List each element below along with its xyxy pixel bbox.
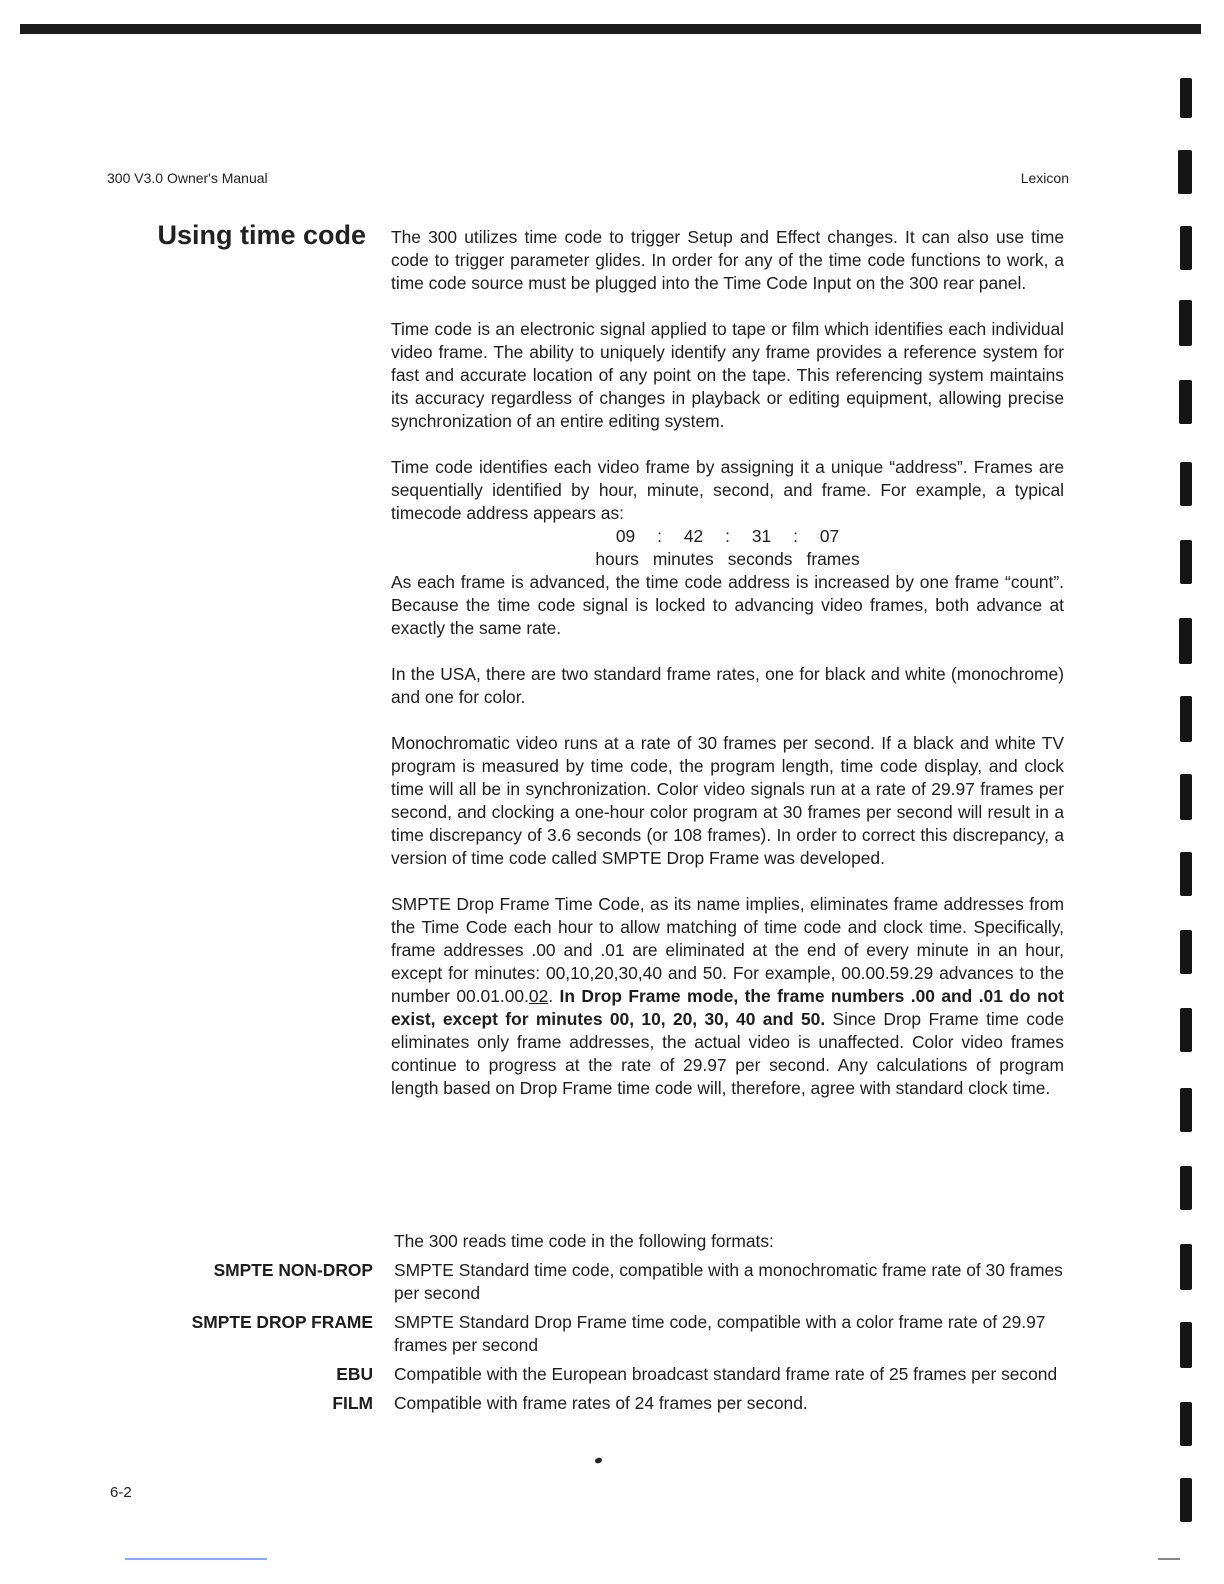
paragraph-intro: The 300 utilizes time code to trigger Setup and Effect changes. It can also use time code to trigger parameter glides. In order for any of the time code functions to work, a time code source must be plugged into the Time Code Input on the 300 rear panel. (391, 227, 1064, 293)
edge-mark (1180, 696, 1192, 742)
paragraph-drop-frame (391, 893, 1064, 1100)
timecode-separator: : (725, 526, 730, 546)
timecode-example-values (391, 525, 1064, 548)
format-description: SMPTE Standard time code, compatible with a monochromatic frame rate of 30 frames per second (394, 1260, 1063, 1303)
edge-mark (1180, 226, 1192, 270)
timecode-seconds-label: seconds (727, 549, 793, 569)
edge-mark (1180, 1478, 1192, 1522)
edge-mark (1179, 300, 1192, 346)
edge-mark (1180, 852, 1192, 896)
drop-frame-underlined-frame: 02 (528, 986, 549, 1006)
timecode-separator: : (793, 526, 798, 546)
edge-mark (1180, 1244, 1192, 1290)
format-term: SMPTE NON-DROP (213, 1260, 373, 1280)
drop-frame-text-2: . (548, 986, 560, 1006)
page-number: 6-2 (110, 1484, 132, 1501)
timecode-hours-label: hours (595, 549, 639, 569)
edge-mark (1180, 462, 1192, 506)
paragraph-advance: As each frame is advanced, the time code address is increased by one frame “count”. Because the time code signal is locked to advancing video frames, both advance at exactly the same rate. (391, 572, 1064, 638)
edge-mark (1180, 1166, 1192, 1210)
timecode-frames: 07 (819, 526, 840, 546)
binding-edge-marks (1172, 0, 1202, 1584)
edge-mark (1180, 1008, 1192, 1052)
timecode-hours: 09 (615, 526, 636, 546)
drop-frame-bold-note: In Drop Frame mode, the frame numbers .00 and .01 do not exist, except for minutes 00, 10, 20, 30, 40 and 50. (391, 986, 1064, 1029)
bottom-scan-line (125, 1558, 267, 1560)
paragraph-monochromatic: Monochromatic video runs at a rate of 30 frames per second. If a black and white TV program is measured by time code, the program length, time code display, and clock time will all be in synchronization. Color video signals run at a rate of 29.97 frames per second, and clocking a one-hour color program at 30 frames per second will result in a time discrepancy of 3.6 seconds (or 108 frames). In order to correct this discrepancy, a version of time code called SMPTE Drop Frame was developed. (391, 733, 1064, 868)
format-description: Compatible with the European broadcast standard frame rate of 25 frames per second (394, 1364, 1058, 1384)
top-rule (20, 24, 1201, 34)
edge-mark (1180, 1088, 1192, 1132)
edge-mark (1180, 1402, 1192, 1446)
formats-intro: The 300 reads time code in the following formats: (394, 1231, 774, 1251)
edge-mark (1180, 930, 1192, 974)
header-manual-title: 300 V3.0 Owner's Manual (107, 170, 268, 186)
edge-mark (1180, 540, 1192, 584)
format-term: SMPTE DROP FRAME (191, 1312, 373, 1332)
format-item (160, 1363, 1065, 1386)
edge-mark (1180, 774, 1192, 820)
edge-mark (1179, 618, 1192, 664)
edge-mark (1180, 1322, 1192, 1368)
format-item (160, 1392, 1065, 1415)
timecode-minutes: 42 (683, 526, 704, 546)
section-title: Using time code (157, 220, 366, 250)
format-item (160, 1259, 1065, 1305)
timecode-minutes-label: minutes (652, 549, 714, 569)
format-description: SMPTE Standard Drop Frame time code, compatible with a color frame rate of 29.97 frames per second (394, 1312, 1046, 1355)
timecode-example-labels (391, 548, 1064, 571)
scan-mark (594, 1457, 602, 1464)
format-term: FILM (332, 1393, 373, 1413)
drop-frame-text-3: Since Drop Frame time code eliminates only frame addresses, the actual video is unaffected. Color video frames continue to progress at the rate of 29.97 per second. Any calculations of program length based on Drop Frame time code will, therefore, agree with standard clock time. (391, 1009, 1064, 1098)
edge-mark (1179, 380, 1192, 424)
drop-frame-text-1: SMPTE Drop Frame Time Code, as its name implies, eliminates frame addresses from the Time Code each hour to allow matching of time code and clock time. Specifically, frame addresses .00 and .01 are eliminated at the end of every minute in an hour, except for minutes: 00,10,20,30,40 and 50. For example, 00.00.59.29 advances to the number 00.01.00. (391, 894, 1064, 1006)
bottom-scan-line (1158, 1558, 1180, 1560)
format-term: EBU (336, 1364, 373, 1384)
paragraph-definition: Time code is an electronic signal applied to tape or film which identifies each individual video frame. The ability to uniquely identify any frame provides a reference system for fast and accurate location of any point on the tape. This referencing system maintains its accuracy regardless of changes in playback or editing equipment, allowing precise synchronization of an entire editing system. (391, 319, 1064, 431)
timecode-frames-label: frames (806, 549, 860, 569)
timecode-separator: : (657, 526, 662, 546)
timecode-seconds: 31 (751, 526, 772, 546)
edge-mark (1178, 150, 1192, 194)
formats-section (160, 1230, 1065, 1421)
paragraph-address: Time code identifies each video frame by assigning it a unique “address”. Frames are sequentially identified by hour, minute, second, and frame. For example, a typical timecode address appears as: (391, 457, 1064, 523)
header-brand: Lexicon (1020, 170, 1069, 186)
format-item (160, 1311, 1065, 1357)
paragraph-frame-rates: In the USA, there are two standard frame rates, one for black and white (monochrome) and one for color. (391, 664, 1064, 707)
body-column (391, 226, 1064, 1123)
format-description: Compatible with frame rates of 24 frames per second. (394, 1393, 808, 1413)
edge-mark (1180, 78, 1192, 118)
